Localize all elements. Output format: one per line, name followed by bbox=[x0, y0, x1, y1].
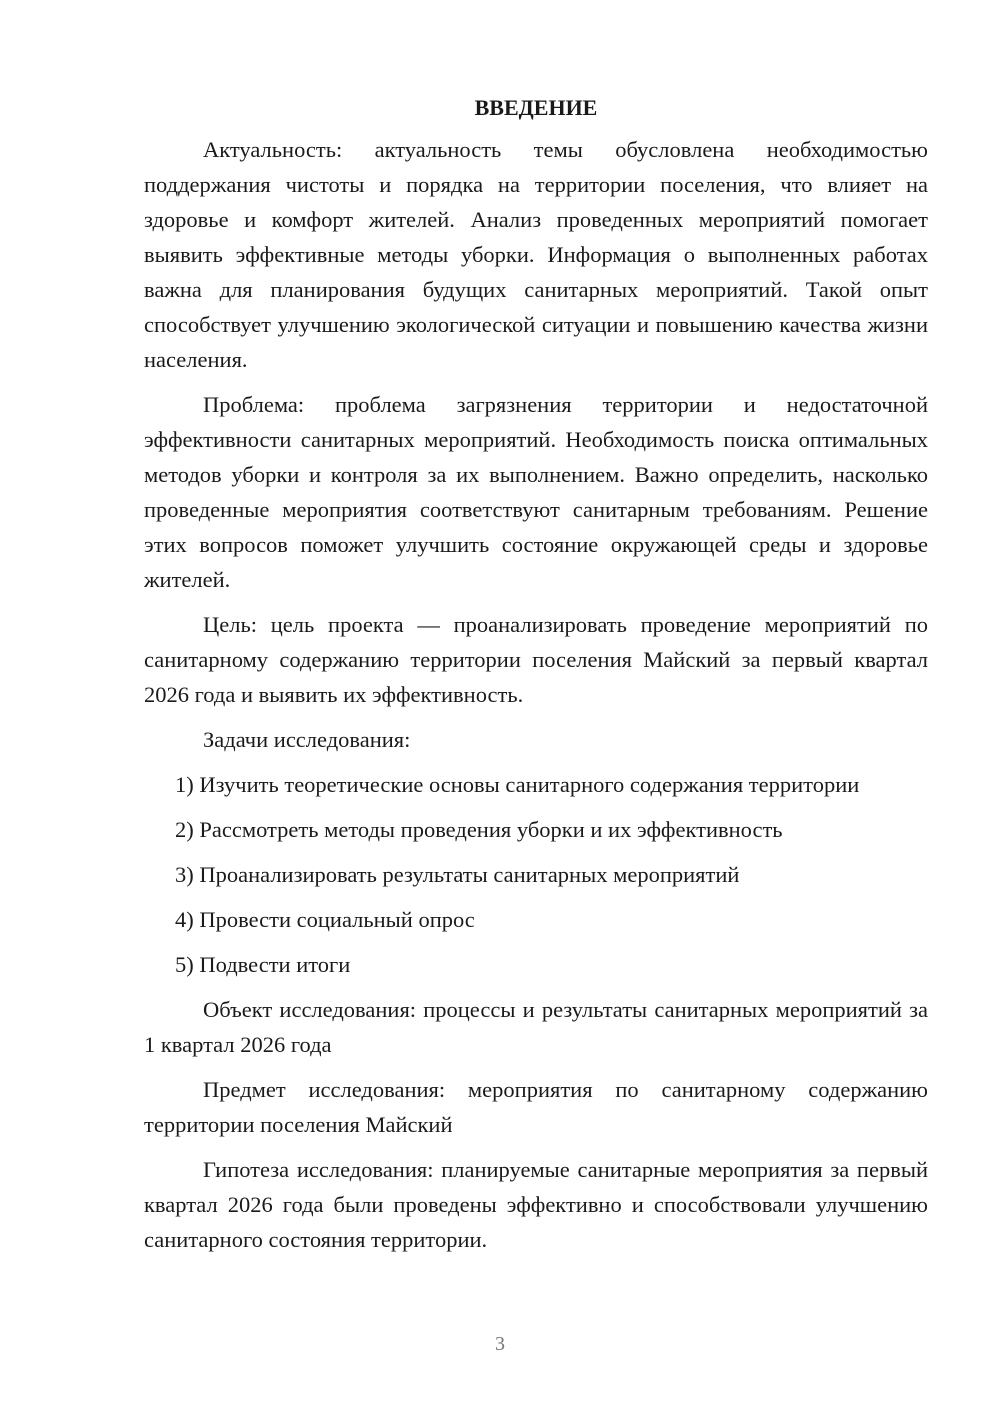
task-item-2: 2) Рассмотреть методы проведения уборки и их эффективность bbox=[175, 817, 783, 842]
task-item-3: 3) Проанализировать результаты санитарных мероприятий bbox=[175, 862, 740, 887]
page-number: 3 bbox=[495, 1333, 505, 1355]
goal-paragraph: Цель: цель проекта — проанализировать проведение мероприятий по санитарному содержанию территории поселения Майский за первый квартал 2026 года и выявить их эффективность. bbox=[144, 612, 928, 707]
task-item-1: 1) Изучить теоретические основы санитарного содержания территории bbox=[175, 772, 860, 797]
object-paragraph: Объект исследования: процессы и результаты санитарных мероприятий за 1 квартал 2026 года bbox=[144, 997, 928, 1057]
tasks-list bbox=[144, 767, 928, 982]
subject-paragraph: Предмет исследования: мероприятия по санитарному содержанию территории поселения Майский bbox=[144, 1077, 928, 1137]
task-item-5: 5) Подвести итоги bbox=[175, 952, 351, 977]
problem-paragraph: Проблема: проблема загрязнения территории и недостаточной эффективности санитарных мероприятий. Необходимость поиска оптимальных методов уборки и контроля за их выполнением. Важно определить, насколько проведенные мероприятия соответствуют санитарным требованиям. Решение этих вопросов поможет улучшить состояние окружающей среды и здоровье жителей. bbox=[144, 392, 928, 592]
tasks-heading: Задачи исследования: bbox=[203, 727, 411, 752]
hypothesis-paragraph: Гипотеза исследования: планируемые санитарные мероприятия за первый квартал 2026 года были проведены эффективно и способствовали улучшению санитарного состояния территории. bbox=[144, 1157, 928, 1252]
task-item-4: 4) Провести социальный опрос bbox=[175, 907, 475, 932]
relevance-paragraph: Актуальность: актуальность темы обусловлена необходимостью поддержания чистоты и порядка на территории поселения, что влияет на здоровье и комфорт жителей. Анализ проведенных мероприятий помогает выявить эффективные методы уборки. Информация о выполненных работах важна для планирования будущих санитарных мероприятий. Такой опыт способствует улучшению экологической ситуации и повышению качества жизни населения. bbox=[144, 137, 928, 372]
section-title: ВВЕДЕНИЕ bbox=[474, 95, 598, 120]
document-body bbox=[144, 90, 928, 1267]
